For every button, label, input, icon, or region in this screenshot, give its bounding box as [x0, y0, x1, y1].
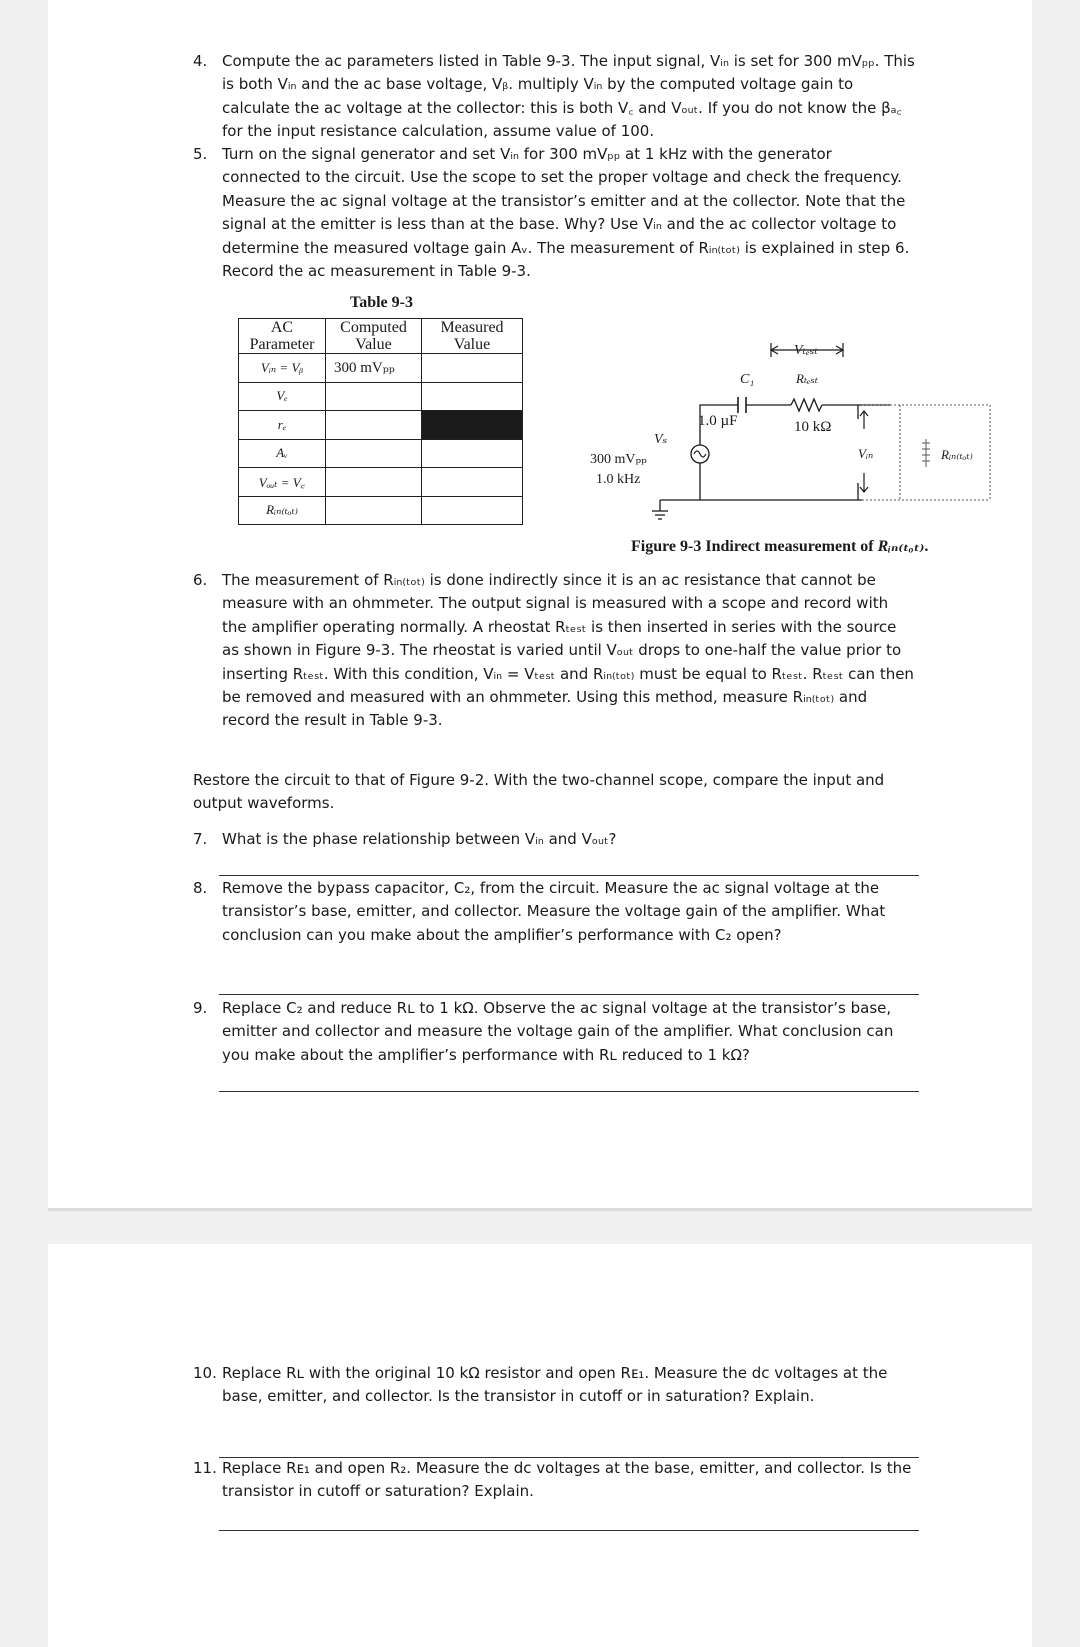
vs-label: Vₛ: [654, 432, 668, 447]
line: be removed and measured with an ohmmeter. Using this method, measure Rᵢₙ₍ₜₒₜ₎ and: [222, 688, 868, 707]
page-separator: [48, 1208, 1032, 1211]
line: conclusion can you make about the amplifier’s performance with C₂ open?: [222, 925, 782, 944]
vs-frequency-label: 1.0 kHz: [596, 472, 641, 487]
line: Restore the circuit to that of Figure 9-2. With the two-channel scope, compare the input and: [193, 771, 885, 789]
shaded-cell: [422, 411, 523, 440]
line: the amplifier operating normally. A rheostat Rₜₑₛₜ is then inserted in series with the source: [222, 617, 897, 636]
step-number: 6.: [193, 571, 208, 589]
vtest-label: Vₜₑₛₜ: [794, 343, 818, 358]
answer-line-9[interactable]: [219, 1091, 919, 1092]
capacitor-c1: [738, 397, 746, 413]
rin-label: Rᵢₙ₍ₜₒₜ₎: [941, 447, 973, 462]
line: output waveforms.: [193, 794, 335, 813]
table-title: Table 9-3: [350, 294, 413, 311]
param-cell: Rᵢₙ₍ₜₒₜ₎: [239, 496, 326, 525]
line: for the input resistance calculation, assume value of 100.: [222, 122, 655, 141]
circuit-wires: [652, 399, 890, 519]
line: Measure the ac signal voltage at the transistor’s emitter and at the collector. Note that the: [222, 191, 906, 210]
computed-cell: [326, 411, 422, 440]
line: The measurement of Rᵢₙ₍ₜₒₜ₎ is done indirectly since it is an ac resistance that cannot be: [222, 571, 876, 589]
line: Record the ac measurement in Table 9-3.: [222, 262, 531, 281]
param-cell: Aᵥ: [239, 439, 326, 468]
circuit-diagram: [590, 335, 990, 530]
step-text: [222, 569, 914, 733]
line: you make about the amplifier’s performance with Rʟ reduced to 1 kΩ?: [222, 1045, 750, 1064]
vin-label: Vᵢₙ: [858, 446, 874, 461]
line: Turn on the signal generator and set Vᵢₙ for 300 mVₚₚ at 1 kHz with the generator: [222, 145, 832, 163]
step-number: 8.: [193, 879, 208, 897]
line: emitter and collector and measure the voltage gain of the amplifier. What conclusion can: [222, 1022, 894, 1041]
line: calculate the ac voltage at the collector: this is both V꜀ and Vₒᵤₜ. If you do not know the βₐ꜀: [222, 98, 902, 117]
ac-parameter-table: [238, 318, 523, 525]
line: Remove the bypass capacitor, C₂, from the circuit. Measure the ac signal voltage at the: [222, 879, 880, 897]
c1-label: C₁: [740, 372, 755, 387]
line: determine the measured voltage gain Aᵥ. The measurement of Rᵢₙ₍ₜₒₜ₎ is explained in step 6.: [222, 238, 910, 257]
computed-cell: [326, 439, 422, 468]
line: is both Vᵢₙ and the ac base voltage, Vᵦ. multiply Vᵢₙ by the computed voltage gain to: [222, 75, 854, 94]
param-cell: Vᵢₙ = Vᵦ: [239, 354, 326, 383]
cap-value-label: 1.0 µF: [698, 413, 738, 429]
line: What is the phase relationship between Vᵢₙ and Vₒᵤₜ?: [222, 830, 617, 848]
measured-cell: [422, 496, 523, 525]
rin-arrow-icon: [922, 439, 930, 467]
measured-cell: [422, 354, 523, 383]
restore-paragraph: [193, 769, 913, 816]
sine-wave-icon: [694, 451, 706, 457]
answer-line-8[interactable]: [219, 994, 919, 995]
step-number: 7.: [193, 830, 208, 848]
line: transistor’s base, emitter, and collector. Measure the voltage gain of the amplifier. What: [222, 902, 886, 921]
measured-cell: [422, 468, 523, 497]
line: record the result in Table 9-3.: [222, 711, 443, 730]
line: connected to the circuit. Use the scope to set the proper voltage and check the frequency.: [222, 168, 902, 187]
line: Compute the ac parameters listed in Table 9-3. The input signal, Vᵢₙ is set for 300 mVₚₚ. This: [222, 52, 915, 70]
rtest-label: Rₜₑₛₜ: [796, 371, 819, 386]
header-ac-parameter: AC Parameter: [239, 319, 326, 354]
param-cell: Vₒᵤₜ = V꜀: [239, 468, 326, 497]
step-number: 4.: [193, 52, 208, 70]
line: inserting Rₜₑₛₜ. With this condition, Vᵢₙ = Vₜₑₛₜ and Rᵢₙ₍ₜₒₜ₎ must be equal to Rₜₑₛₜ. Rₜₑₛₜ can then: [222, 664, 914, 683]
table-row: [239, 382, 523, 411]
step-text: [222, 877, 885, 947]
answer-line-7[interactable]: [219, 875, 919, 876]
step-text: [222, 1457, 911, 1504]
table-row: [239, 411, 523, 440]
measured-cell: [422, 382, 523, 411]
step-number: 10.: [193, 1364, 217, 1382]
computed-cell: [326, 468, 422, 497]
step-text: [222, 828, 617, 851]
table-row: [239, 496, 523, 525]
line: as shown in Figure 9-3. The rheostat is varied until Vₒᵤₜ drops to one-half the value prior to: [222, 641, 902, 660]
line: Replace C₂ and reduce Rʟ to 1 kΩ. Observe the ac signal voltage at the transistor’s base,: [222, 999, 892, 1017]
figure-caption: Figure 9-3 Indirect measurement of Rᵢₙ₍ₜₒₜ₎.: [631, 538, 929, 555]
line: transistor in cutoff or saturation? Explain.: [222, 1482, 534, 1501]
line: measure with an ohmmeter. The output signal is measured with a scope and record with: [222, 594, 889, 613]
step-text: [222, 997, 893, 1067]
table-row: [239, 439, 523, 468]
table-row: [239, 468, 523, 497]
param-cell: Vₑ: [239, 382, 326, 411]
step-number: 9.: [193, 999, 208, 1017]
line: signal at the emitter is less than at the base. Why? Use Vᵢₙ and the ac collector voltage to: [222, 215, 897, 234]
table-row: [239, 354, 523, 383]
header-computed-value: Computed Value: [326, 319, 422, 354]
step-number: 5.: [193, 145, 208, 163]
line: base, emitter, and collector. Is the transistor in cutoff or in saturation? Explain.: [222, 1387, 815, 1406]
step-text: [222, 1362, 887, 1409]
line: Replace Rʟ with the original 10 kΩ resistor and open Rᴇ₁. Measure the dc voltages at the: [222, 1364, 888, 1382]
res-value-label: 10 kΩ: [794, 419, 832, 435]
computed-cell: [326, 382, 422, 411]
table-header-row: [239, 319, 523, 354]
header-measured-value: Measured Value: [422, 319, 523, 354]
computed-cell: [326, 496, 422, 525]
measured-cell: [422, 439, 523, 468]
step-text: [222, 50, 915, 144]
answer-line-11[interactable]: [219, 1530, 919, 1531]
line: Replace Rᴇ₁ and open R₂. Measure the dc voltages at the base, emitter, and collector. Is the: [222, 1459, 912, 1477]
step-number: 11.: [193, 1459, 217, 1477]
param-cell: rₑ: [239, 411, 326, 440]
document-page-2: [48, 1244, 1032, 1647]
computed-cell: 300 mVₚₚ: [326, 354, 422, 383]
vs-amplitude-label: 300 mVₚₚ: [590, 452, 647, 467]
step-text: [222, 143, 909, 283]
